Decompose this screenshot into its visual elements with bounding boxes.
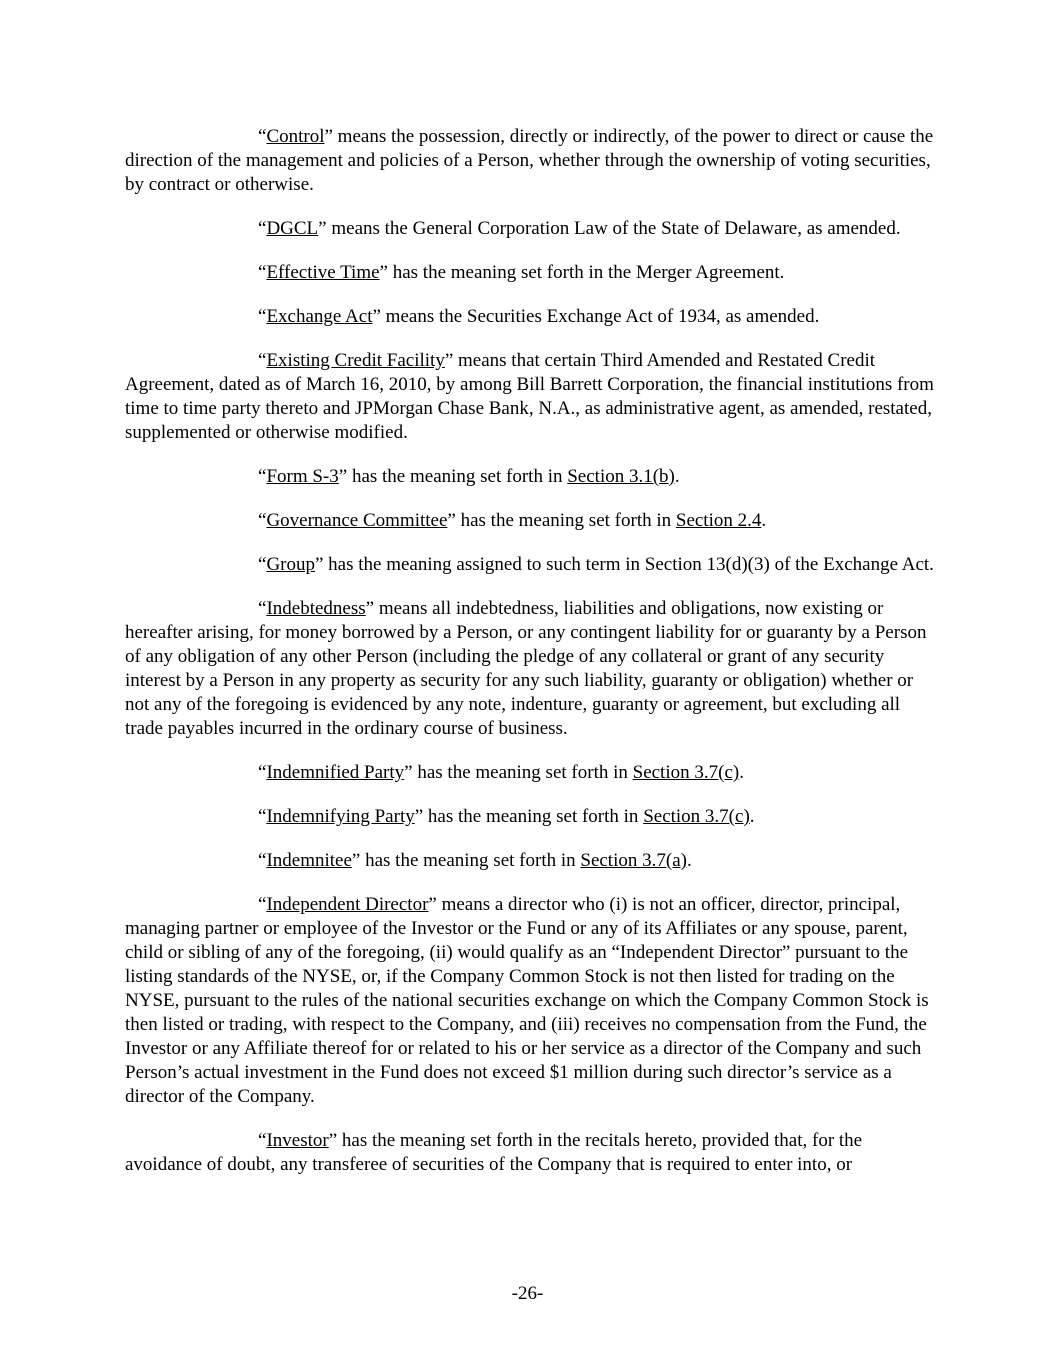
section-reference: Section 2.4 bbox=[675, 510, 762, 531]
defined-term: Existing Credit Facility bbox=[266, 350, 445, 371]
definition-text: ” has the meaning set forth in bbox=[351, 850, 581, 871]
definition-text: ” means the Securities Exchange Act of 1934, as amended. bbox=[372, 306, 820, 327]
section-reference: Section 3.7(c) bbox=[643, 806, 750, 827]
open-quote: “ bbox=[258, 262, 267, 283]
open-quote: “ bbox=[258, 218, 267, 239]
open-quote: “ bbox=[258, 126, 267, 147]
definition-group bbox=[125, 553, 935, 577]
open-quote: “ bbox=[258, 466, 267, 487]
open-quote: “ bbox=[258, 806, 267, 827]
defined-term: Indemnitee bbox=[266, 850, 352, 871]
open-quote: “ bbox=[258, 1130, 267, 1151]
open-quote: “ bbox=[258, 598, 267, 619]
definition-end: . bbox=[749, 806, 755, 827]
definition-indemnifying-party bbox=[125, 805, 935, 829]
definition-text: ” has the meaning set forth in the Merger Agreement. bbox=[379, 262, 785, 283]
definition-end: . bbox=[739, 762, 744, 783]
defined-term: Group bbox=[266, 554, 315, 575]
definition-indemnitee bbox=[125, 849, 935, 873]
definition-text: ” means a director who (i) is not an officer, director, principal, managing partner or employee of the Investor or the Fund or any of its Affiliates or any spouse, parent, child or sibling of any of the foregoing, (ii) would qualify as an “Independent Director” pursuant to the listing standards of the NYSE, or, if the Company Common Stock is not then listed for trading on the NYSE, pursuant to the rules of the national securities exchange on which the Company Common Stock is then listed or trading, with respect to the Company, and (iii) receives no compensation from the Fund, the Investor or any Affiliate thereof for or related to his or her service as a director of the Company and such Person’s actual investment in the Fund does not exceed $1 million during such director’s service as a director of the Company. bbox=[125, 894, 929, 1107]
open-quote: “ bbox=[258, 554, 267, 575]
definition-effective-time bbox=[125, 261, 935, 285]
page-number: -26- bbox=[511, 1283, 544, 1304]
open-quote: “ bbox=[258, 894, 267, 915]
definition-text: ” has the meaning set forth in bbox=[404, 762, 633, 783]
definition-end: . bbox=[761, 510, 767, 531]
section-reference: Section 3.7(c) bbox=[632, 762, 740, 783]
definition-text: ” has the meaning set forth in bbox=[338, 466, 568, 487]
definition-indemnified-party bbox=[125, 761, 935, 785]
definition-text: ” means that certain Third Amended and Restated Credit Agreement, dated as of March 16, 2010, by among Bill Barrett Corporation, the financial institutions from time to time party thereto and JPMorgan Chase Bank, N.A., as administrative agent, as amended, restated, supplemented or otherwise modified. bbox=[125, 350, 934, 443]
definition-existing-credit-facility bbox=[125, 349, 935, 445]
definition-text: ” has the meaning assigned to such term in Section 13(d)(3) of the Exchange Act. bbox=[315, 554, 934, 575]
open-quote: “ bbox=[258, 510, 267, 531]
definition-text: ” means the General Corporation Law of the State of Delaware, as amended. bbox=[318, 218, 901, 239]
defined-term: Control bbox=[266, 126, 325, 147]
definition-independent-director bbox=[125, 893, 935, 1109]
definition-investor bbox=[125, 1129, 935, 1177]
defined-term: Independent Director bbox=[266, 894, 429, 915]
defined-term: Governance Committee bbox=[266, 510, 448, 531]
defined-term: Indebtedness bbox=[266, 598, 366, 619]
definition-governance-committee bbox=[125, 509, 935, 533]
defined-term: Indemnifying Party bbox=[266, 806, 415, 827]
defined-term: Effective Time bbox=[266, 262, 380, 283]
definition-indebtedness bbox=[125, 597, 935, 741]
defined-term: Investor bbox=[266, 1130, 329, 1151]
defined-term: DGCL bbox=[266, 218, 319, 239]
defined-term: Form S-3 bbox=[266, 466, 339, 487]
definition-dgcl bbox=[125, 217, 935, 241]
open-quote: “ bbox=[258, 350, 267, 371]
definitions-list bbox=[125, 125, 935, 1197]
definition-text: ” has the meaning set forth in bbox=[447, 510, 676, 531]
definition-text: ” means the possession, directly or indirectly, of the power to direct or cause the direction of the management and policies of a Person, whether through the ownership of voting securities, by contract or otherwise. bbox=[125, 126, 934, 195]
section-reference: Section 3.1(b) bbox=[567, 466, 675, 487]
definition-text: ” has the meaning set forth in bbox=[414, 806, 644, 827]
definition-text: ” has the meaning set forth in the recitals hereto, provided that, for the avoidance of doubt, any transferee of securities of the Company that is required to enter into, or bbox=[125, 1130, 863, 1175]
section-reference: Section 3.7(a) bbox=[580, 850, 687, 871]
definition-text: ” means all indebtedness, liabilities and obligations, now existing or hereafter arising, for money borrowed by a Person, or any contingent liability for or guaranty by a Person of any obligation of any other Person (including the pledge of any collateral or grant of any security interest by a Person in any property as security for any such liability, guaranty or obligation) whether or not any of the foregoing is evidenced by any note, indenture, guaranty or agreement, but excluding all trade payables incurred in the ordinary course of business. bbox=[125, 598, 927, 739]
defined-term: Exchange Act bbox=[266, 306, 373, 327]
definition-end: . bbox=[674, 466, 680, 487]
open-quote: “ bbox=[258, 850, 267, 871]
open-quote: “ bbox=[258, 306, 267, 327]
definition-control bbox=[125, 125, 935, 197]
open-quote: “ bbox=[258, 762, 267, 783]
definition-end: . bbox=[686, 850, 692, 871]
defined-term: Indemnified Party bbox=[266, 762, 405, 783]
definition-exchange-act bbox=[125, 305, 935, 329]
definition-form-s3 bbox=[125, 465, 935, 489]
